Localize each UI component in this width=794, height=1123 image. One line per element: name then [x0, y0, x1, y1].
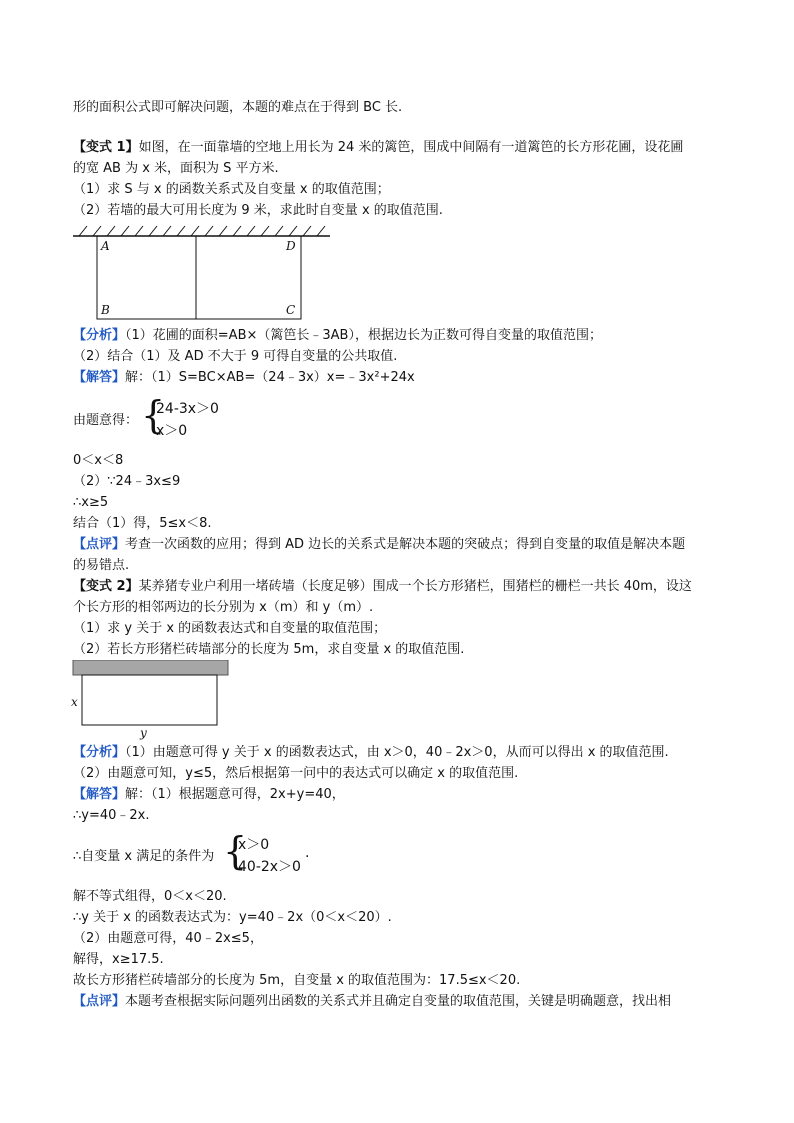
variant1-ans2: 0＜x＜8	[73, 453, 124, 468]
answer-tag: 【解答】	[73, 370, 126, 385]
garden-rectangle	[97, 236, 301, 319]
variant2-inequality-system	[73, 829, 353, 876]
variant1-question2: （2）若墙的最大可用长度为 9 米，求此时自变量 x 的取值范围.	[73, 203, 443, 218]
pigpen-figure	[68, 660, 233, 740]
variant1-answer1	[73, 369, 415, 387]
variant2-ans1b: ∴y=40﹣2x.	[73, 808, 150, 823]
variant1-text1: 如图，在一面靠墙的空地上用长为 24 米的篱笆，围成中间隔有一道篱笆的长方形花圃，设花圃	[138, 140, 684, 155]
label-D: D	[286, 239, 296, 253]
answer-text: 解：（1）S=BC×AB=（24﹣3x）x=﹣3x²+24x	[125, 370, 415, 385]
variant2-analysis2: （2）由题意可知，y≤5，然后根据第一问中的表达式可以确定 x 的取值范围.	[73, 766, 519, 781]
label-x: x	[71, 695, 78, 709]
variant1-ans3: （2）∵24﹣3x≤9	[73, 474, 181, 489]
comment-tag: 【点评】	[73, 994, 126, 1009]
analysis-tag: 【分析】	[73, 328, 126, 343]
variant2-ans6: 故长方形猪栏砖墙部分的长度为 5m，自变量 x 的取值范围为：17.5≤x＜20.	[73, 973, 521, 988]
variant2-ans3: ∴y 关于 x 的函数表达式为：y=40﹣2x（0＜x＜20）.	[73, 910, 392, 925]
variant1-comment2: 的易错点.	[73, 558, 130, 573]
variant2-line2: 个长方形的相邻两边的长分别为 x（m）和 y（m）.	[73, 600, 374, 615]
variant2-question1: （1）求 y 关于 x 的函数表达式和自变量的取值范围；	[73, 621, 387, 636]
label-C: C	[286, 303, 296, 317]
label-A: A	[101, 239, 110, 253]
system-row-2: x＞0	[156, 423, 188, 439]
system-row-1: 24-3x＞0	[156, 401, 219, 417]
variant2-answer1	[73, 786, 345, 804]
brace-glyph: {	[141, 393, 166, 437]
analysis-text: （1）由题意可得 y 关于 x 的函数表达式，由 x＞0，40﹣2x＞0，从而可以得出 x 的取值范围.	[125, 745, 669, 760]
brick-wall	[73, 660, 228, 675]
comment-tag: 【点评】	[73, 537, 126, 552]
wall-hatching	[73, 226, 330, 236]
comment-text: 考查一次函数的应用；得到 AD 边长的关系式是解决本题的突破点；得到自变量的取值是解决本题	[125, 537, 686, 552]
pigpen-rectangle	[82, 675, 217, 725]
variant1-line1	[73, 139, 683, 157]
system-row-1: x＞0	[238, 837, 270, 853]
variant1-analysis2: （2）结合（1）及 AD 不大于 9 可得自变量的公共取值.	[73, 349, 398, 364]
variant1-line2: 的宽 AB 为 x 米，面积为 S 平方米.	[73, 161, 279, 176]
fence-figure	[73, 224, 335, 324]
answer-tag: 【解答】	[73, 787, 126, 802]
variant1-inequality-system	[73, 393, 273, 440]
variant2-analysis1	[73, 744, 669, 762]
analysis-tag: 【分析】	[73, 745, 126, 760]
system-prefix: 由题意得：	[73, 413, 139, 428]
variant1-tag: 【变式 1】	[73, 140, 139, 155]
variant1-analysis1	[73, 327, 602, 345]
variant2-question2: （2）若长方形猪栏砖墙部分的长度为 5m，求自变量 x 的取值范围.	[73, 642, 465, 657]
variant2-line1	[73, 578, 692, 596]
label-y: y	[140, 726, 147, 740]
system-row-2: 40-2x＞0	[238, 859, 301, 875]
variant2-ans2: 解不等式组得，0＜x＜20.	[73, 889, 227, 904]
variant1-question1: （1）求 S 与 x 的函数关系式及自变量 x 的取值范围；	[73, 182, 390, 197]
variant1-ans5: 结合（1）得，5≤x＜8.	[73, 516, 212, 531]
system-suffix: .	[305, 845, 310, 861]
analysis-text: （1）花圃的面积=AB×（篱笆长﹣3AB），根据边长为正数可得自变量的取值范围；	[125, 328, 602, 343]
intro-line: 形的面积公式即可解决问题，本题的难点在于得到 BC 长.	[73, 100, 403, 115]
answer-text: 解：（1）根据题意可得，2x+y=40，	[125, 787, 345, 802]
variant2-text1: 某养猪专业户利用一堵砖墙（长度足够）围成一个长方形猪栏，围猪栏的栅栏一共长 40m，设这	[138, 579, 692, 594]
variant2-ans5: 解得，x≥17.5.	[73, 952, 164, 967]
variant1-ans4: ∴x≥5	[73, 495, 109, 510]
label-B: B	[101, 303, 110, 317]
variant2-tag: 【变式 2】	[73, 579, 139, 594]
system-prefix: ∴自变量 x 满足的条件为	[73, 849, 215, 864]
brace-glyph: {	[223, 829, 248, 873]
variant2-comment1	[73, 993, 671, 1011]
comment-text: 本题考查根据实际问题列出函数的关系式并且确定自变量的取值范围，关键是明确题意，找出相	[125, 994, 672, 1009]
variant1-comment1	[73, 536, 685, 554]
variant2-ans4: （2）由题意可得，40﹣2x≤5，	[73, 931, 263, 946]
